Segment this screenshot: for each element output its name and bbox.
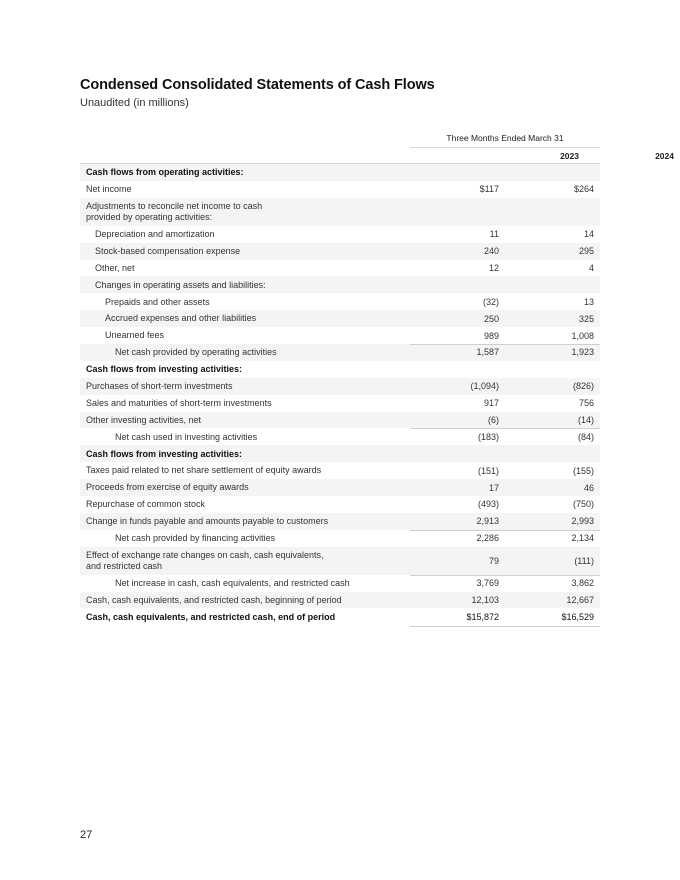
row-label: Changes in operating assets and liabilities: bbox=[95, 279, 266, 290]
table-row bbox=[80, 513, 600, 530]
column-header-2023: 2023 bbox=[560, 151, 579, 161]
table-row bbox=[80, 260, 600, 277]
row-label: Cash flows from investing activities: bbox=[86, 448, 243, 459]
row-label: Purchases of short-term investments bbox=[86, 380, 233, 391]
row-label: Effect of exchange rate changes on cash, cash equivalents, and restricted cash bbox=[86, 550, 324, 571]
value-2023: 240 bbox=[483, 246, 499, 257]
value-2023: 3,769 bbox=[476, 578, 499, 589]
row-label: Unearned fees bbox=[105, 330, 165, 341]
table-row bbox=[80, 445, 600, 462]
value-2023: (493) bbox=[477, 499, 499, 510]
table-row-subtotal bbox=[80, 530, 600, 547]
value-2024: $264 bbox=[573, 184, 594, 195]
table-row bbox=[80, 198, 600, 226]
row-label: Cash, cash equivalents, and restricted cash, end of period bbox=[86, 611, 336, 622]
value-2024: (111) bbox=[574, 555, 594, 566]
row-label: Repurchase of common stock bbox=[86, 499, 206, 510]
table-row bbox=[80, 547, 600, 575]
value-2024: (826) bbox=[572, 381, 594, 392]
value-2023: $117 bbox=[479, 184, 499, 195]
row-label: Net cash used in investing activities bbox=[115, 431, 258, 442]
value-2023: 250 bbox=[483, 313, 499, 324]
value-2023: 917 bbox=[483, 398, 499, 409]
page-title: Condensed Consolidated Statements of Cash Flows bbox=[80, 77, 435, 93]
period-header: Three Months Ended March 31 bbox=[446, 133, 564, 143]
table-row bbox=[80, 276, 600, 293]
value-2024: 2,134 bbox=[571, 533, 594, 544]
value-2023: (183) bbox=[477, 431, 499, 442]
value-2023: 989 bbox=[483, 330, 499, 341]
value-2024: $16,529 bbox=[561, 611, 594, 622]
value-2023: (151) bbox=[477, 465, 499, 476]
table-row bbox=[80, 395, 600, 412]
table-row-subtotal bbox=[80, 575, 600, 592]
row-label: Other investing activities, net bbox=[86, 414, 202, 425]
table-row bbox=[80, 243, 600, 260]
table-row bbox=[80, 181, 600, 198]
table-row bbox=[80, 479, 600, 496]
value-2024: 13 bbox=[583, 296, 594, 307]
row-label: Cash flows from investing activities: bbox=[86, 364, 243, 375]
row-label: Net cash provided by financing activities bbox=[115, 533, 276, 543]
value-2024: 3,862 bbox=[571, 578, 594, 589]
table-row bbox=[80, 164, 600, 181]
column-header-2024: 2024 bbox=[655, 151, 674, 161]
table-row bbox=[80, 310, 600, 327]
row-label: Net income bbox=[86, 184, 132, 195]
value-2024: 295 bbox=[578, 246, 594, 257]
table-row bbox=[80, 412, 600, 429]
table-row-total bbox=[80, 608, 600, 625]
value-2024: (14) bbox=[577, 415, 594, 426]
row-label: Taxes paid related to net share settlement of equity awards bbox=[86, 465, 322, 476]
row-label: Change in funds payable and amounts payable to customers bbox=[86, 516, 329, 527]
value-2023: (1,094) bbox=[470, 381, 499, 392]
value-2023: 1,587 bbox=[476, 347, 499, 358]
table-row bbox=[80, 361, 600, 378]
value-2023: 11 bbox=[489, 229, 499, 240]
table-row bbox=[80, 592, 600, 609]
value-2024: 325 bbox=[578, 313, 594, 324]
row-label: Accrued expenses and other liabilities bbox=[105, 313, 257, 324]
value-2023: 12,103 bbox=[471, 595, 499, 606]
value-2024: (84) bbox=[577, 431, 594, 442]
row-label: Stock-based compensation expense bbox=[95, 245, 241, 256]
value-2023: 79 bbox=[488, 555, 499, 566]
value-2023: 2,913 bbox=[476, 516, 499, 527]
table-row bbox=[80, 327, 600, 344]
cash-flow-table bbox=[80, 164, 600, 625]
value-2024: 46 bbox=[583, 482, 594, 493]
value-2024: (155) bbox=[572, 465, 594, 476]
value-2023: (6) bbox=[488, 415, 499, 426]
value-2024: 756 bbox=[578, 398, 594, 409]
value-2024: 4 bbox=[588, 263, 594, 273]
table-row-subtotal bbox=[80, 428, 600, 445]
value-2024: (750) bbox=[572, 499, 594, 510]
row-label: Net cash provided by operating activities bbox=[115, 347, 277, 358]
row-label: Cash flows from operating activities: bbox=[86, 167, 244, 178]
value-2024: 14 bbox=[583, 229, 594, 240]
value-2023: 2,286 bbox=[476, 533, 499, 544]
table-row bbox=[80, 462, 600, 479]
value-2023: 17 bbox=[488, 482, 499, 493]
value-2024: 2,993 bbox=[571, 516, 594, 527]
row-label: Other, net bbox=[95, 262, 135, 273]
value-2024: 1,008 bbox=[571, 330, 594, 341]
table-row bbox=[80, 496, 600, 513]
table-row bbox=[80, 293, 600, 310]
value-2023: (32) bbox=[482, 296, 499, 307]
value-2023: $15,872 bbox=[466, 611, 499, 622]
table-row-subtotal bbox=[80, 344, 600, 361]
table-row bbox=[80, 226, 600, 243]
row-label: Depreciation and amortization bbox=[95, 228, 215, 239]
row-label: Cash, cash equivalents, and restricted cash, beginning of period bbox=[86, 594, 342, 605]
page-subtitle: Unaudited (in millions) bbox=[80, 97, 189, 109]
row-label: Adjustments to reconcile net income to cash provided by operating activities: bbox=[86, 201, 263, 222]
row-label: Net increase in cash, cash equivalents, and restricted cash bbox=[115, 577, 350, 588]
column-header-row bbox=[80, 148, 674, 164]
value-2024: 1,923 bbox=[571, 347, 594, 358]
value-2024: 12,667 bbox=[566, 595, 594, 606]
row-label: Sales and maturities of short-term investments bbox=[86, 397, 272, 408]
page-number: 27 bbox=[80, 829, 93, 841]
table-row bbox=[80, 378, 600, 395]
value-2023: 12 bbox=[488, 263, 499, 273]
row-label: Proceeds from exercise of equity awards bbox=[86, 482, 249, 493]
row-label: Prepaids and other assets bbox=[105, 296, 210, 307]
